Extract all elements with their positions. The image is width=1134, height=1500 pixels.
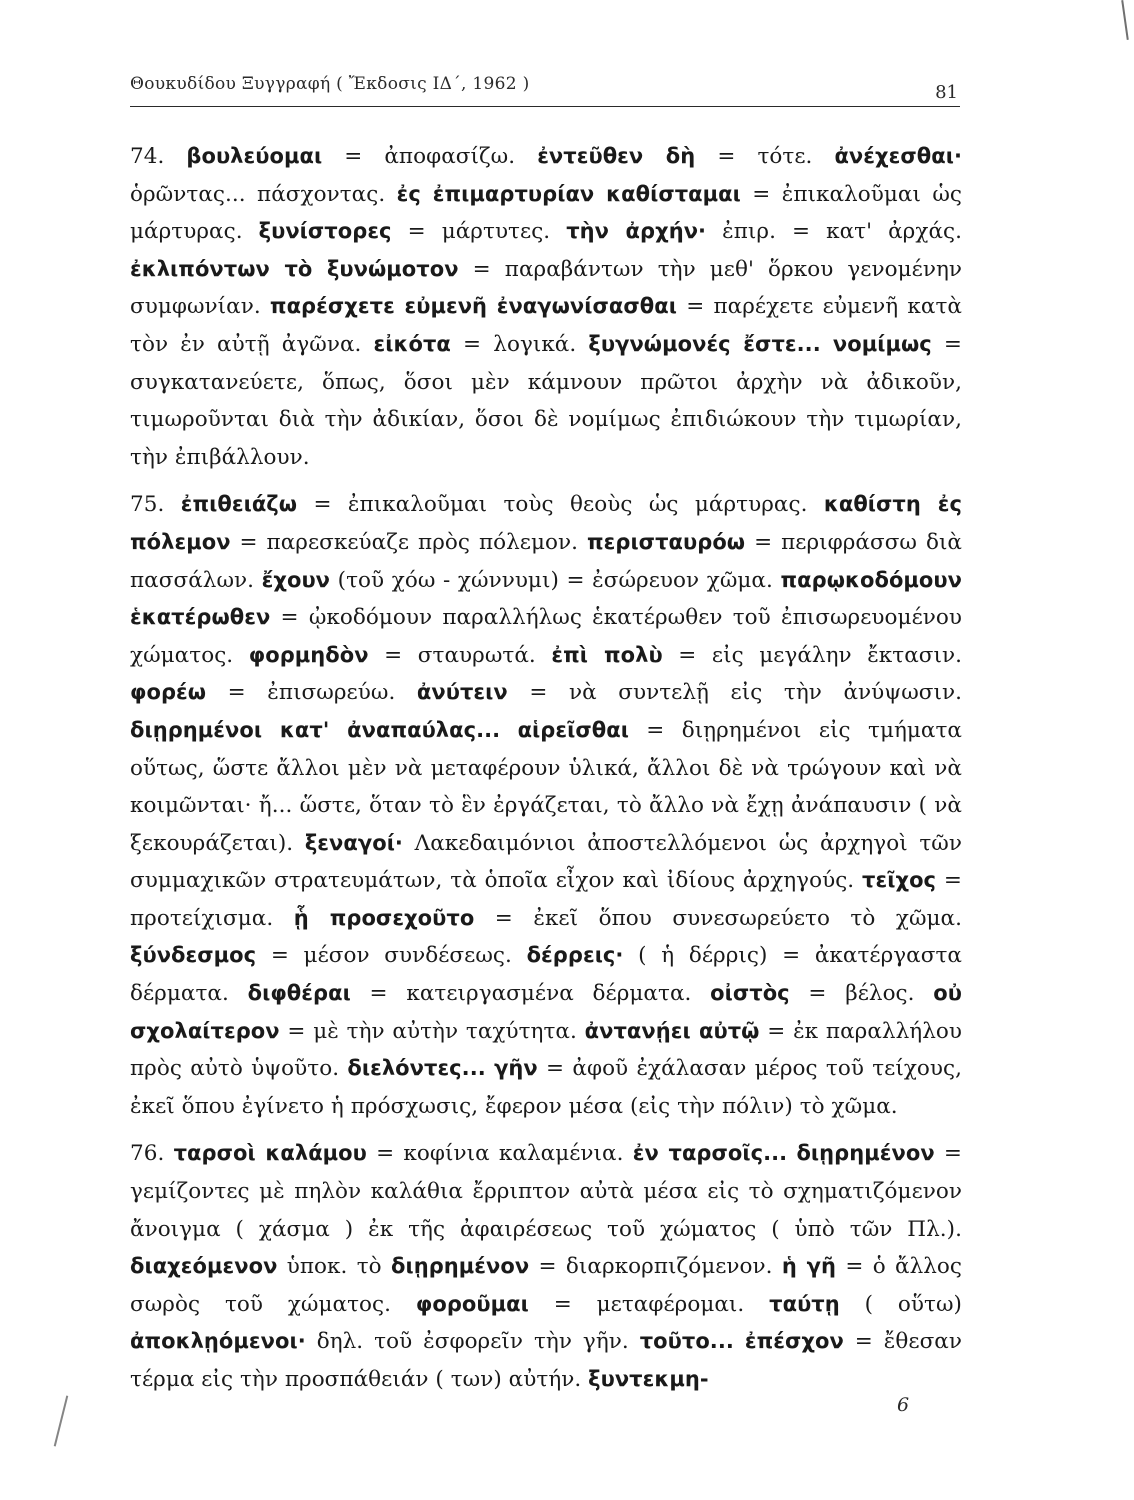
lemma-term: διῃρημένον — [796, 1141, 935, 1166]
lemma-term: ἐπέσχον — [744, 1329, 844, 1354]
gloss-text: = ἐπικαλοῦμαι τοὺς θεοὺς ὡς μάρτυρας. — [297, 492, 824, 518]
gloss-text: ἐπιρ. = κατ' ἀρχάς. — [706, 219, 962, 245]
gloss-text: = παρέχετε εὐμενῆ κατὰ τὸν ἐν αὐτῇ ἀγῶνα. — [130, 294, 962, 357]
lemma-term: οἰστὸς — [710, 981, 790, 1006]
gloss-text: = μεταφέρομαι. — [528, 1291, 770, 1317]
paragraph-76 — [130, 1135, 962, 1398]
gloss-text: = ἀποφασίζω. — [322, 144, 538, 169]
page-number: 81 — [935, 82, 958, 103]
lemma-term: ἀποκλῃόμενοι· — [130, 1329, 306, 1354]
lemma-term: ἐν ταρσοῖς... — [632, 1141, 788, 1166]
commentary-body — [130, 138, 962, 1399]
gloss-text: = βέλος. — [789, 981, 934, 1007]
gloss-text: = λογικά. — [450, 331, 589, 357]
lemma-term: αἱρεῖσθαι — [517, 717, 629, 742]
lemma-term: οὐ σχολαίτερον — [130, 981, 962, 1043]
paragraph-number: 74. — [130, 144, 165, 169]
lemma-term: δέρρεις· — [526, 943, 624, 968]
lemma-term: παρέσχετε εὐμενῆ ἐναγωνίσασθαι — [269, 294, 677, 319]
lemma-term: ἡ γῆ — [781, 1254, 836, 1279]
lemma-term: διελόντες... — [347, 1056, 486, 1081]
lemma-term: τοῦτο... — [639, 1329, 734, 1354]
gloss-text — [821, 332, 833, 357]
gloss-text: = ᾠκοδόμουν παραλλήλως ἑκατέρωθεν τοῦ ἐπισωρευομένου χώματος. — [130, 605, 962, 668]
lemma-term: φορέω — [130, 680, 207, 705]
lemma-term: ξύνδεσμος — [130, 943, 257, 968]
gloss-text: Λακεδαιμόνιοι ἀποστελλόμενοι ὡς ἀρχηγοὶ τῶν συμμαχικῶν στρατευμάτων, τὰ ὁποῖα εἶχον καὶ ἰδίους ἀρχηγούς. — [130, 830, 963, 894]
gloss-text: = ὁ ἄλλος σωρὸς τοῦ χώματος. — [130, 1254, 963, 1317]
gloss-text — [486, 1056, 494, 1081]
lemma-term: ξεναγοί· — [304, 830, 403, 855]
lemma-term: ξυγνώμονές ἔστε... — [588, 331, 821, 356]
paragraph-number: 76. — [130, 1141, 165, 1167]
gloss-text: = παρεσκεύαζε πρὸς πόλεμον. — [230, 529, 587, 555]
scan-mark-top — [1121, 0, 1129, 40]
gloss-text: ( ἡ δέρρις) = ἀκατέργαστα δέρματα. — [130, 943, 962, 1007]
gloss-text: = ἀφοῦ ἐχάλασαν μέρος τοῦ τείχους, ἐκεῖ ὅπου ἐγίνετο ἡ πρόσχωσις, ἔφερον μέσα (εἰς τὴν πόλιν) τὸ χῶμα. — [130, 1056, 962, 1119]
gloss-text: = ἐκεῖ ὅπου συνεσωρεύετο τὸ χῶμα. — [474, 905, 962, 931]
lemma-term: ἐς ἐπιμαρτυρίαν καθίσταμαι — [396, 181, 741, 206]
lemma-term: ἐντεῦθεν δὴ — [537, 144, 696, 168]
gloss-text: ὁρῶντας... πάσχοντας. — [130, 181, 397, 207]
lemma-term: βουλεύομαι — [186, 144, 323, 168]
lemma-term: ἐπὶ πολὺ — [551, 642, 663, 667]
lemma-term: ᾗ προσεχοῦτο — [293, 905, 475, 930]
paragraph-74 — [130, 138, 962, 476]
lemma-term: γῆν — [494, 1056, 538, 1081]
scan-mark-left — [54, 1396, 69, 1447]
gloss-text: = μέσον συνδέσεως. — [256, 943, 527, 969]
lemma-term: ἀντανῄει αὐτῷ — [584, 1018, 760, 1043]
lemma-term: τεῖχος — [862, 868, 937, 893]
gloss-text: δηλ. τοῦ ἐσφορεῖν τὴν γῆν. — [305, 1329, 640, 1355]
gloss-text: = τότε. — [695, 144, 835, 169]
gloss-text: = διαρκορπιζόμενον. — [529, 1254, 782, 1280]
gloss-text: (τοῦ χόω - χώννυμι) = ἐσώρευον χῶμα. — [330, 567, 781, 593]
lemma-term: ξυντεκμη- — [588, 1367, 709, 1391]
lemma-term: περισταυρόω — [586, 529, 746, 554]
lemma-term: ἀνέχεσθαι· — [834, 144, 962, 168]
lemma-term: διαχεόμενον — [130, 1254, 278, 1279]
lemma-term: διῃρημένον — [391, 1254, 530, 1279]
lemma-term: παρῳκοδόμουν ἑκατέρωθεν — [130, 567, 962, 630]
gloss-text: = κοφίνια καλαμένια. — [366, 1141, 633, 1167]
gloss-text: = περιφράσσω διὰ πασσάλων. — [130, 529, 962, 593]
gloss-text: ὑποκ. τὸ — [277, 1254, 391, 1280]
gloss-text: = εἰς μεγάλην ἔκτασιν. — [662, 642, 962, 668]
gloss-text: = προτείχισμα. — [130, 868, 962, 931]
gloss-text: = κατειργασμένα δέρματα. — [350, 981, 711, 1007]
lemma-term: νομίμως — [832, 331, 932, 356]
lemma-term: τὴν ἀρχήν· — [566, 219, 707, 244]
lemma-term: ἀνύτειν — [416, 680, 508, 705]
gloss-text: = γεμίζοντες μὲ πηλὸν καλάθια ἔρριπτον αὐτὰ μέσα εἰς τὸ σχηματιζόμενον ἄνοιγμα ( χάσμα ) ἐκ τῆς ἀφαιρέσεως τοῦ χώματος ( ὑπὸ τῶν Πλ.). — [130, 1141, 962, 1242]
gloss-text: ( οὕτω) — [839, 1291, 962, 1317]
lemma-term: εἰκότα — [373, 331, 451, 356]
gloss-text: = σταυρωτά. — [368, 642, 552, 668]
gloss-text: = νὰ συντελῇ εἰς τὴν ἀνύψωσιν. — [507, 680, 962, 706]
gloss-text: = ἐπισωρεύω. — [206, 680, 417, 706]
gloss-text: = συγκατανεύετε, ὅπως, ὅσοι μὲν κάμνουν πρῶτοι ἀρχὴν νὰ ἀδικοῦν, τιμωροῦνται διὰ τὴν ἀδικίαν, ὅσοι δὲ νομίμως ἐπιδιώκουν τὴν τιμωρίαν, τὴν ἐπιβάλλουν. — [130, 331, 962, 470]
lemma-term: ἐπιθειάζω — [180, 492, 298, 517]
gloss-text: = ἔθεσαν τέρμα εἰς τὴν προσπάθειάν ( των) αὐτήν. — [130, 1329, 962, 1392]
gloss-text: = διῃρημένοι εἰς τμήματα οὕτως, ὥστε ἄλλοι μὲν νὰ μεταφέρουν ὑλικά, ἄλλοι δὲ νὰ τρώγουν καὶ νὰ κοιμῶνται· ἤ... ὥστε, ὅταν τὸ ἓν ἐργάζεται, τὸ ἄλλο νὰ ἔχῃ ἀνάπαυσιν ( νὰ ξεκουράζεται). — [130, 717, 962, 856]
gloss-text: = μάρτυτες. — [391, 219, 567, 245]
lemma-term: ἐκλιπόντων τὸ ξυνώμοτον — [130, 256, 459, 281]
paragraph-75 — [130, 486, 962, 1125]
lemma-term: καθίστη ἐς πόλεμον — [130, 492, 962, 554]
gloss-text: = μὲ τὴν αὐτὴν ταχύτητα. — [279, 1018, 585, 1044]
gloss-text: = παραβάντων τὴν μεθ' ὅρκου γενομένην συμφωνίαν. — [130, 256, 962, 320]
lemma-term: φοροῦμαι — [415, 1291, 529, 1316]
signature-mark: 6 — [897, 1394, 910, 1416]
lemma-term: διφθέραι — [247, 981, 351, 1006]
lemma-term: ξυνίστορες — [258, 219, 392, 244]
gloss-text: = ἐπικαλοῦμαι ὡς μάρτυρας. — [130, 181, 963, 245]
lemma-term: διῃρημένοι κατ' ἀναπαύλας... — [130, 717, 501, 742]
paragraph-number: 75. — [130, 492, 165, 518]
lemma-term: φορμηδὸν — [248, 642, 369, 667]
lemma-term: ταρσοὶ καλάμου — [173, 1141, 367, 1166]
gloss-text — [734, 1329, 745, 1354]
lemma-term: ταύτῃ — [769, 1291, 840, 1316]
gloss-text — [500, 718, 517, 743]
lemma-term: ἔχουν — [261, 567, 331, 592]
gloss-text: = ἐκ παραλλήλου πρὸς αὐτὸ ὑψοῦτο. — [130, 1018, 962, 1082]
running-title: Θουκυδίδου Ξυγγραφή ( Ἔκδοσις ΙΔ΄, 1962 ) — [130, 74, 530, 94]
running-header — [130, 74, 960, 107]
